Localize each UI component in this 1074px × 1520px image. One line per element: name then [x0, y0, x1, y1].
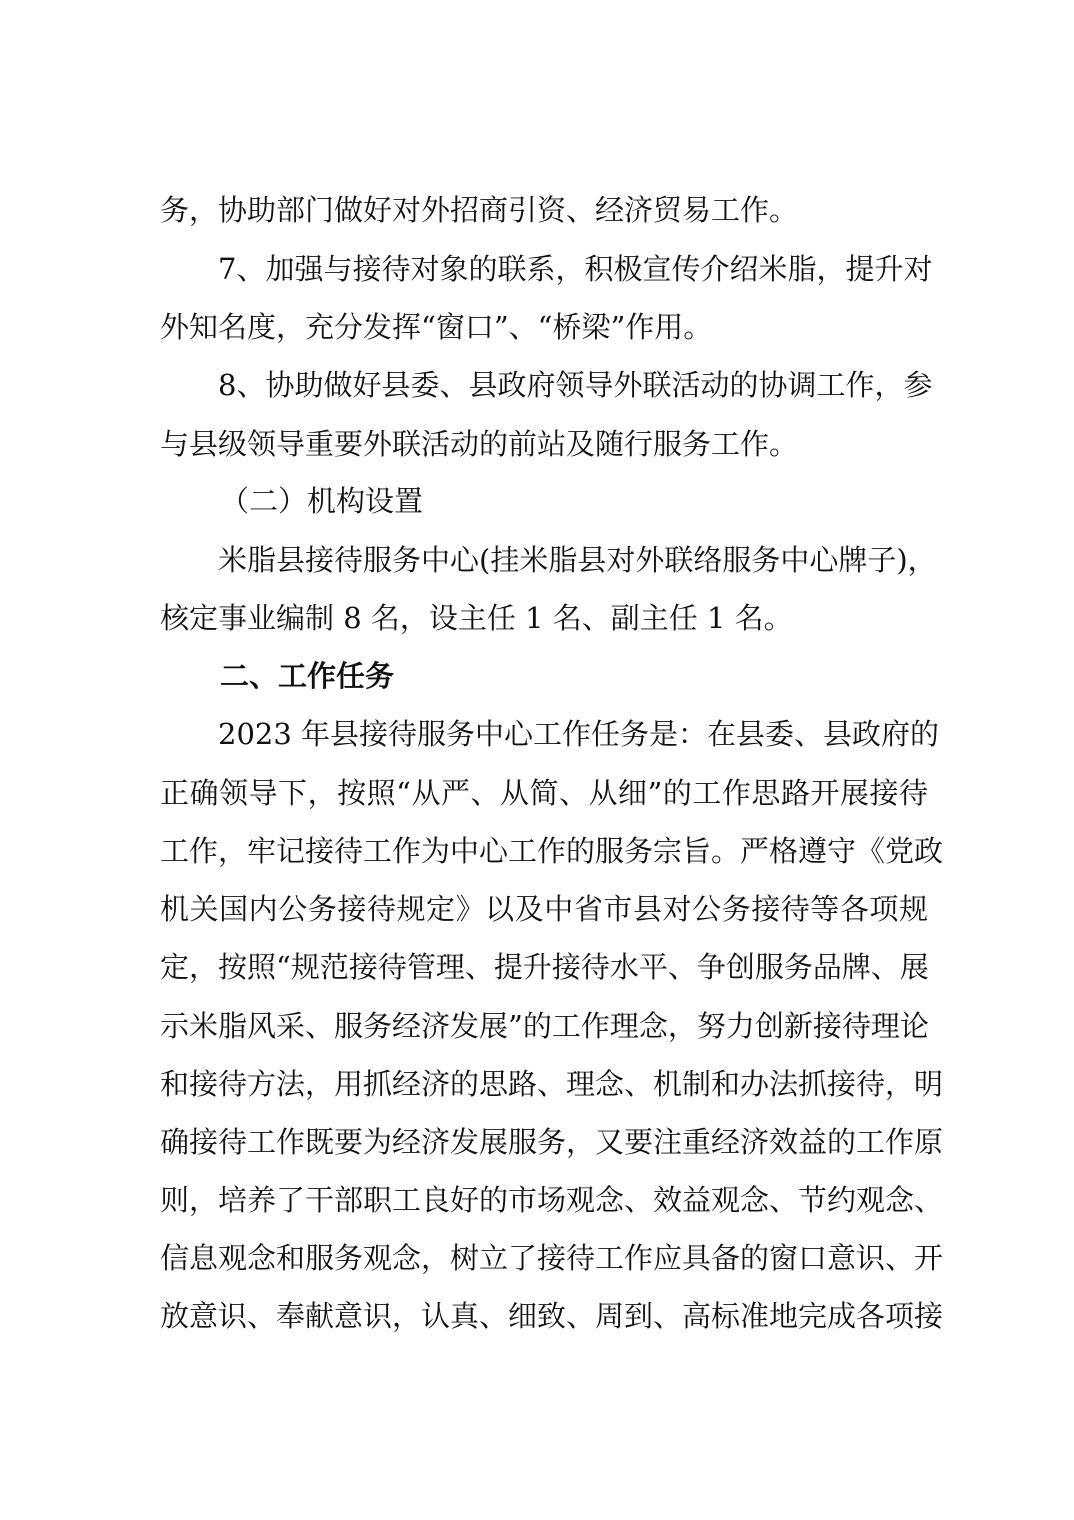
- paragraph-text: 放意识、奉献意识，认真、细致、周到、高标准地完成各项接: [160, 1299, 944, 1333]
- text-line: [0, 822, 1074, 880]
- text-line: [0, 705, 1074, 763]
- paragraph-text: 信息观念和服务观念，树立了接待工作应具备的窗口意识、开: [160, 1241, 944, 1275]
- text-line: [0, 764, 1074, 822]
- paragraph-text: 7、加强与接待对象的联系，积极宣传介绍米脂，提升对: [218, 252, 933, 286]
- paragraph-text: 和接待方法，用抓经济的思路、理念、机制和办法抓接待，明: [160, 1067, 944, 1101]
- section-subheading: （二）机构设置: [220, 484, 424, 518]
- text-line: [0, 415, 1074, 473]
- text-line: [0, 240, 1074, 298]
- text-line: [0, 1171, 1074, 1229]
- paragraph-text: 定，按照“规范接待管理、提升接待水平、争创服务品牌、展: [160, 950, 929, 984]
- paragraph-text: 与县级领导重要外联活动的前站及随行服务工作。: [160, 427, 799, 461]
- text-line: [0, 1113, 1074, 1171]
- paragraph-text: 正确领导下，按照“从严、从简、从细”的工作思路开展接待: [160, 776, 928, 810]
- paragraph-text: 8、协助做好县委、县政府领导外联活动的协调工作，参: [218, 368, 933, 402]
- text-line: [0, 589, 1074, 647]
- paragraph-text: 米脂县接待服务中心(挂米脂县对外联络服务中心牌子)，: [218, 543, 937, 577]
- text-line: [0, 1055, 1074, 1113]
- text-line: [0, 472, 1074, 530]
- paragraph-text: 确接待工作既要为经济发展服务，又要注重经济效益的工作原: [160, 1125, 944, 1159]
- paragraph-text: 务，协助部门做好对外招商引资、经济贸易工作。: [160, 193, 799, 227]
- text-line: [0, 181, 1074, 239]
- paragraph-text: 工作，牢记接待工作为中心工作的服务宗旨。严格遵守《党政: [160, 834, 944, 868]
- text-line: [0, 997, 1074, 1055]
- text-line: [0, 880, 1074, 938]
- paragraph-text: 2023 年县接待服务中心工作任务是：在县委、县政府的: [218, 717, 940, 751]
- section-heading: 二、工作任务: [220, 659, 395, 693]
- paragraph-text: 则，培养了干部职工良好的市场观念、效益观念、节约观念、: [160, 1183, 944, 1217]
- paragraph-text: 外知名度，充分发挥“窗口”、“桥梁”作用。: [160, 310, 713, 344]
- text-line: [0, 647, 1074, 705]
- text-line: [0, 1287, 1074, 1345]
- text-line: [0, 938, 1074, 996]
- text-line: [0, 1229, 1074, 1287]
- paragraph-text: 示米脂风采、服务经济发展”的工作理念，努力创新接待理论: [160, 1009, 929, 1043]
- text-line: [0, 356, 1074, 414]
- paragraph-text: 机关国内公务接待规定》以及中省市县对公务接待等各项规: [160, 892, 928, 926]
- text-line: [0, 298, 1074, 356]
- paragraph-text: 核定事业编制 8 名，设主任 1 名、副主任 1 名。: [160, 601, 793, 635]
- text-line: [0, 531, 1074, 589]
